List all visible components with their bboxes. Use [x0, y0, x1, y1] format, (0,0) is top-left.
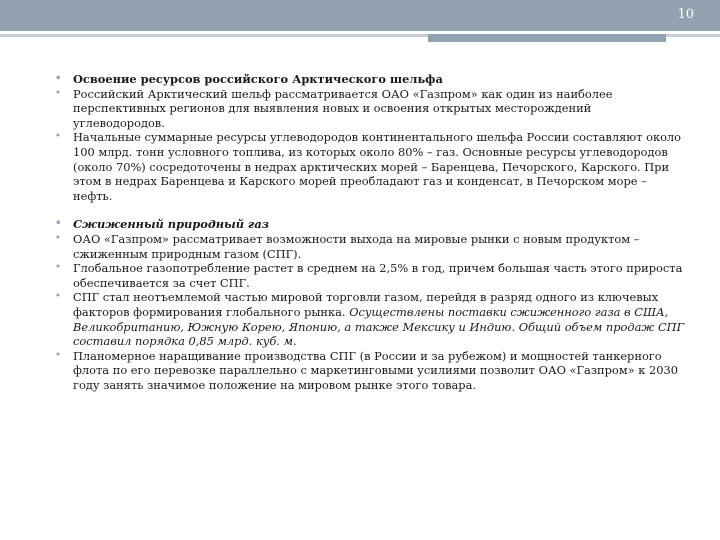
list-item: • Начальные суммарные ресурсы углеводородов континентального шельфа России составляют около 100 млрд. тонн условного топлива, из которых около 80% – газ. Основные ресурсы углеводородов (около 70%) сосредоточены в недрах арктических морей – Баренцева, Печорского, Карского. При этом в недрах Баренцева и Карского морей преобладают газ и конденсат, в Печорском море – нефть.	[55, 130, 685, 203]
list-item-italic-text: Осуществлены поставки сжиженного газа в США, Великобританию, Южную Корею, Японию, а также Мексику и Индию. Общий объем продаж СПГ составил порядка 0,85 млрд. куб. м.	[73, 304, 685, 349]
list-item-text: СПГ стал неотъемлемой частью мировой торговли газом, перейдя в разряд одного из ключевых факторов формирования глобального рынка.	[73, 290, 659, 319]
page-number: 10	[677, 7, 694, 22]
header-accent-block	[428, 34, 666, 42]
list-item: • Глобальное газопотребление растет в среднем на 2,5% в год, причем большая часть этого прироста обеспечивается за счет СПГ.	[55, 261, 685, 290]
list-item: • ОАО «Газпром» рассматривает возможности выхода на мировые рынки с новым продуктом – сжиженным природным газом (СПГ).	[55, 232, 685, 261]
list-item	[55, 290, 685, 348]
section-spacer	[55, 203, 685, 217]
bullet-list-lng	[55, 217, 685, 392]
section-heading-lng: • Сжиженный природный газ	[55, 217, 685, 232]
bullet-list-arctic	[55, 72, 685, 203]
list-item: • Планомерное наращивание производства СПГ (в России и за рубежом) и мощностей танкерного флота по его перевозке параллельно с маркетинговыми усилиями позволит ОАО «Газпром» к 2030 году занять значимое положение на мировом рынке этого товара.	[55, 349, 685, 393]
header-band	[0, 0, 720, 31]
section-heading-arctic: • Освоение ресурсов российского Арктического шельфа	[55, 72, 685, 87]
list-item: • Российский Арктический шельф рассматривается ОАО «Газпром» как один из наиболее перспективных регионов для выявления новых и освоения открытых месторождений углеводородов.	[55, 87, 685, 131]
slide-body	[55, 72, 685, 392]
